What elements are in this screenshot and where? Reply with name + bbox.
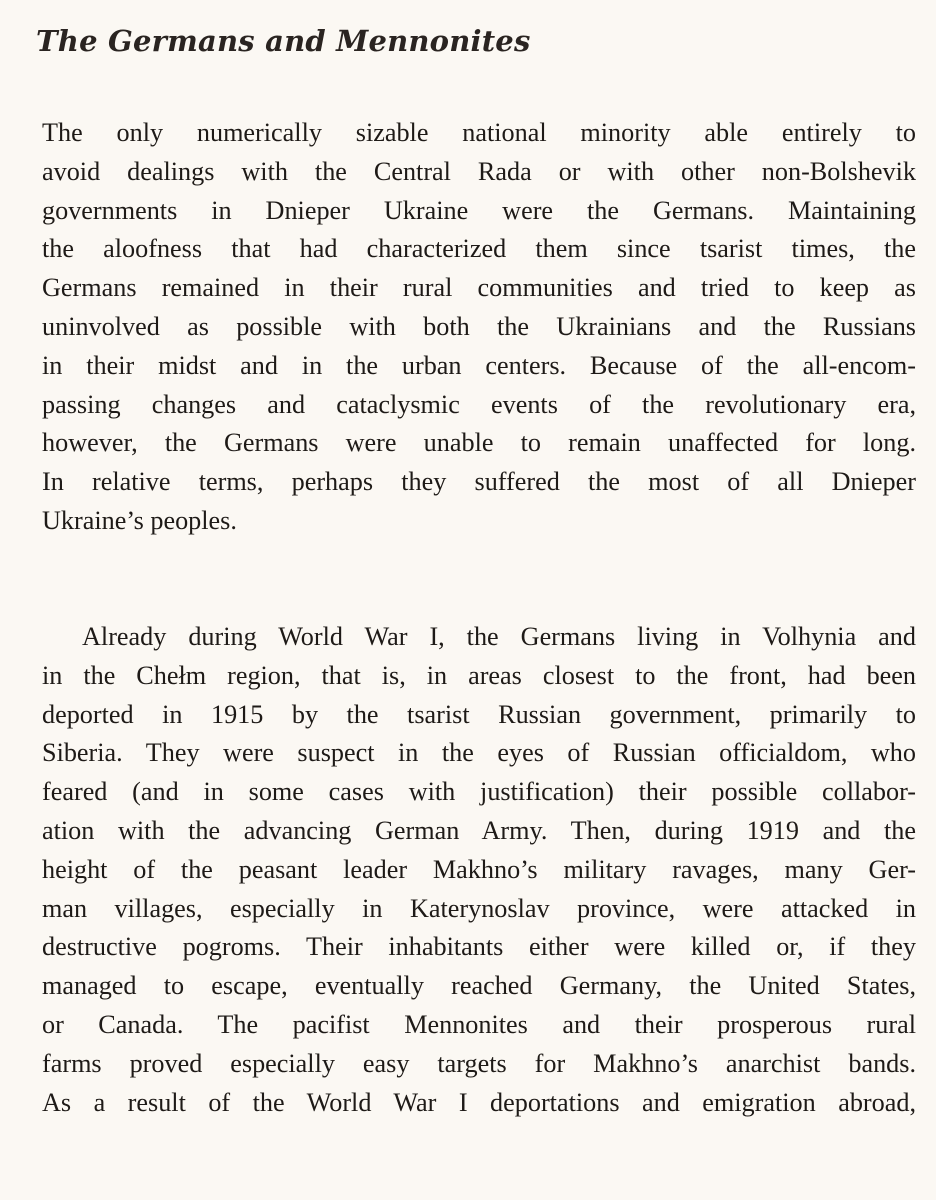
text-line: the aloofness that had characterized them since tsarist times, the [42, 234, 916, 264]
text-line: deported in 1915 by the tsarist Russian government, primarily to [42, 699, 916, 729]
text-line: As a result of the World War I deportations and emigration abroad, [42, 1087, 916, 1117]
text-line: in the Chełm region, that is, in areas closest to the front, had been [42, 660, 916, 690]
text-line: height of the peasant leader Makhno’s military ravages, many Ger- [42, 854, 916, 884]
text-line: farms proved especially easy targets for Makhno’s anarchist bands. [42, 1048, 916, 1078]
text-line: In relative terms, perhaps they suffered the most of all Dnieper [42, 467, 916, 497]
text-line: or Canada. The pacifist Mennonites and their prosperous rural [42, 1009, 916, 1039]
text-line: man villages, especially in Katerynoslav province, were attacked in [42, 893, 916, 923]
text-line: Siberia. They were suspect in the eyes of Russian officialdom, who [42, 738, 916, 768]
text-line: The only numerically sizable national minority able entirely to [42, 118, 916, 147]
text-line: ation with the advancing German Army. Then, during 1919 and the [42, 815, 916, 845]
section-heading: The Germans and Mennonites [36, 24, 531, 58]
text-line: Germans remained in their rural communities and tried to keep as [42, 273, 916, 303]
text-line: uninvolved as possible with both the Ukrainians and the Russians [42, 311, 916, 341]
text-line: passing changes and cataclysmic events of the revolutionary era, [42, 389, 916, 419]
text-line: in their midst and in the urban centers. Because of the all-encom- [42, 350, 916, 380]
text-line: governments in Dnieper Ukraine were the Germans. Maintaining [42, 195, 916, 225]
text-line: however, the Germans were unable to remain unaffected for long. [42, 428, 916, 458]
paragraph-1 [42, 114, 916, 541]
text-line: destructive pogroms. Their inhabitants either were killed or, if they [42, 932, 916, 962]
text-line: Already during World War I, the Germans living in Volhynia and [82, 622, 916, 651]
text-line: Ukraine’s peoples. [42, 505, 237, 535]
text-line: feared (and in some cases with justification) their possible collabor- [42, 777, 916, 807]
text-line: avoid dealings with the Central Rada or with other non-Bolshevik [42, 156, 916, 186]
text-line: managed to escape, eventually reached Germany, the United States, [42, 971, 916, 1001]
paragraph-2 [42, 618, 916, 1122]
